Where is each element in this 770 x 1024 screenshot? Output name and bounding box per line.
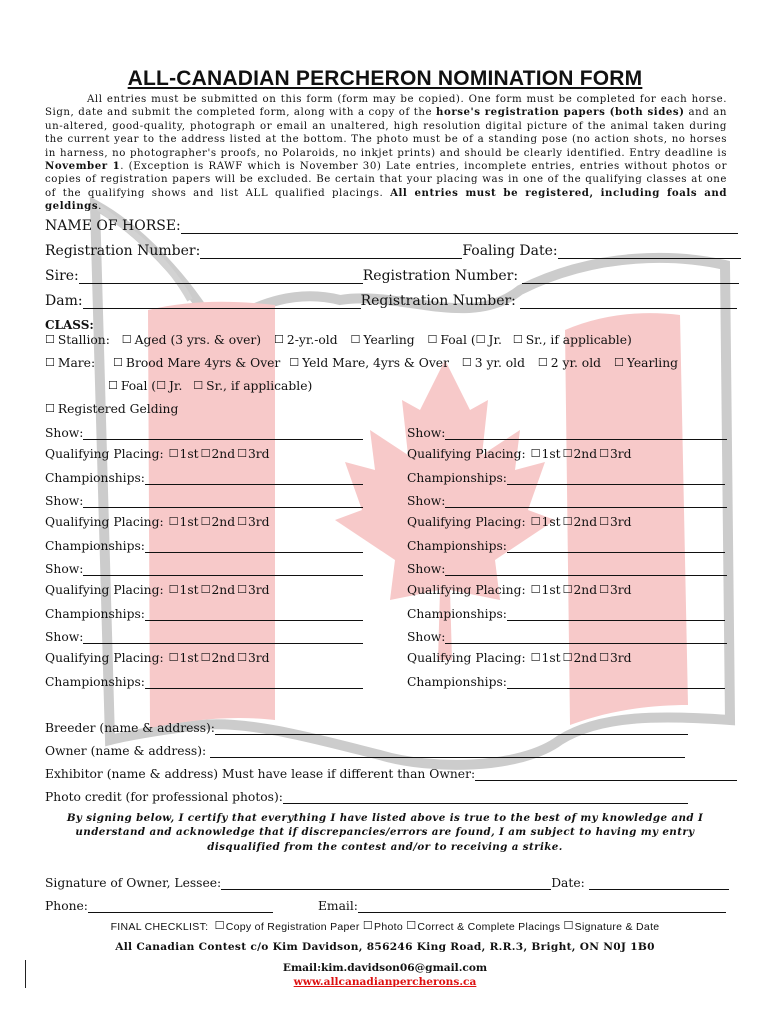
dam-label: Dam:: [45, 293, 83, 309]
certification-statement: By signing below, I certify that everything I have listed above is true to the best of my knowledge and I understand and acknowledge that if discrepancies/errors are found, I am subject to having my entry disqualified from the contest and/or to receiving a strike.: [66, 812, 704, 853]
third-place-checkbox[interactable]: ☐: [599, 583, 609, 596]
championships-row-left-3: [45, 606, 363, 621]
second-place-checkbox[interactable]: ☐: [200, 651, 211, 664]
gelding-checkbox[interactable]: ☐: [45, 402, 55, 415]
page-edge-mark: [25, 960, 26, 988]
registration-row: [45, 243, 741, 259]
dam-row: [45, 293, 737, 309]
second-place-checkbox[interactable]: ☐: [562, 651, 573, 664]
second-place-checkbox[interactable]: ☐: [200, 583, 211, 596]
mare-two-yr-old-checkbox[interactable]: ☐: [537, 356, 548, 369]
third-place-checkbox[interactable]: ☐: [237, 651, 247, 664]
contest-address: All Canadian Contest c/o Kim Davidson, 856246 King Road, R.R.3, Bright, ON N0J 1B0: [115, 941, 655, 953]
first-place-label: 1st: [541, 583, 561, 597]
qualifying-row-right-1: [407, 447, 632, 461]
second-place-checkbox[interactable]: ☐: [200, 515, 211, 528]
registration-number-field[interactable]: [200, 244, 462, 259]
championships-label: Championships:: [407, 607, 507, 621]
championships-label: Championships:: [45, 471, 145, 485]
second-place-label: 2nd: [573, 447, 598, 461]
show-label: Show:: [45, 494, 84, 508]
foaling-date-field[interactable]: [558, 244, 741, 259]
second-place-label: 2nd: [211, 447, 236, 461]
qualifying-row-left-4: [45, 651, 270, 665]
phone-label: Phone:: [45, 899, 88, 913]
championships-field[interactable]: [145, 538, 363, 553]
dam-registration-label: Registration Number:: [360, 293, 516, 309]
exhibitor-row: [45, 766, 737, 781]
third-place-checkbox[interactable]: ☐: [237, 447, 247, 460]
show-field[interactable]: [445, 493, 727, 508]
championships-label: Championships:: [45, 539, 145, 553]
show-label: Show:: [407, 494, 446, 508]
first-place-checkbox[interactable]: ☐: [168, 583, 179, 596]
show-field[interactable]: [445, 629, 727, 644]
qualifying-row-right-4: [407, 651, 632, 665]
qualifying-row-right-2: [407, 515, 632, 529]
third-place-checkbox[interactable]: ☐: [599, 515, 609, 528]
championships-label: Championships:: [45, 675, 145, 689]
third-place-checkbox[interactable]: ☐: [237, 515, 247, 528]
name-of-horse-field[interactable]: [181, 219, 738, 234]
second-place-label: 2nd: [211, 583, 236, 597]
signature-row: [45, 875, 729, 890]
checklist-signature-checkbox[interactable]: ☐: [563, 919, 574, 932]
checklist-photo-checkbox[interactable]: ☐: [362, 919, 374, 932]
first-place-label: 1st: [541, 651, 561, 665]
sire-field[interactable]: [79, 269, 363, 284]
mare-foal-jr-label: Jr.: [168, 379, 183, 393]
signature-label: Signature of Owner, Lessee:: [45, 876, 222, 890]
show-label: Show:: [407, 426, 446, 440]
gelding-row: [45, 402, 178, 416]
sire-registration-label: Registration Number:: [362, 268, 519, 284]
brood-mare-checkbox[interactable]: ☐: [113, 356, 123, 369]
mare-foal-jr-checkbox[interactable]: ☐: [156, 379, 166, 392]
mare-label: Mare:: [57, 356, 96, 370]
second-place-label: 2nd: [573, 583, 598, 597]
show-label: Show:: [45, 426, 84, 440]
breeder-label: Breeder (name & address):: [45, 721, 215, 735]
show-row-left-4: [45, 629, 363, 644]
breeder-row: [45, 720, 688, 735]
yeld-mare-label: Yeld Mare, 4yrs & Over: [302, 356, 449, 370]
championships-field[interactable]: [145, 606, 363, 621]
championships-label: Championships:: [407, 471, 507, 485]
show-row-right-1: [407, 425, 727, 440]
registration-number-label: Registration Number:: [45, 243, 201, 259]
championships-field[interactable]: [507, 538, 725, 553]
first-place-label: 1st: [179, 583, 199, 597]
third-place-label: 3rd: [247, 651, 270, 665]
photo-credit-label: Photo credit (for professional photos):: [45, 790, 283, 804]
photo-credit-row: [45, 789, 688, 804]
first-place-checkbox[interactable]: ☐: [168, 515, 179, 528]
mare-two-yr-old-label: 2 yr. old: [550, 356, 602, 370]
foal-sr-label: Sr., if applicable): [525, 333, 632, 347]
foal-jr-label: Jr.: [488, 333, 502, 347]
third-place-label: 3rd: [609, 583, 632, 597]
second-place-checkbox[interactable]: ☐: [200, 447, 211, 460]
class-heading: CLASS:: [45, 318, 94, 332]
foal-checkbox[interactable]: ☐: [427, 333, 438, 346]
second-place-checkbox[interactable]: ☐: [562, 583, 573, 596]
championships-field[interactable]: [507, 674, 725, 689]
show-row-right-3: [407, 561, 727, 576]
yeld-mare-checkbox[interactable]: ☐: [289, 356, 300, 369]
first-place-checkbox[interactable]: ☐: [168, 447, 179, 460]
second-place-label: 2nd: [573, 651, 598, 665]
championships-field[interactable]: [145, 470, 363, 485]
mare-foal-checkbox[interactable]: ☐: [108, 379, 118, 392]
show-row-left-3: [45, 561, 363, 576]
final-checklist: [0, 920, 770, 933]
sire-registration-field[interactable]: [522, 269, 739, 284]
show-label: Show:: [45, 630, 84, 644]
aged-checkbox[interactable]: ☐: [121, 333, 132, 346]
mare-yearling-label: Yearling: [626, 356, 679, 370]
dam-registration-field[interactable]: [520, 294, 737, 309]
name-of-horse-label: NAME OF HORSE:: [45, 218, 181, 234]
breeder-field[interactable]: [215, 720, 688, 735]
qualifying-placing-label: Qualifying Placing:: [407, 447, 526, 461]
second-place-checkbox[interactable]: ☐: [562, 515, 573, 528]
signature-field[interactable]: [221, 875, 551, 890]
show-label: Show:: [45, 562, 84, 576]
first-place-label: 1st: [541, 447, 561, 461]
phone-field[interactable]: [88, 898, 273, 913]
show-row-right-2: [407, 493, 727, 508]
show-label: Show:: [407, 630, 446, 644]
name-of-horse-row: [45, 218, 738, 234]
first-place-label: 1st: [179, 651, 199, 665]
championships-field[interactable]: [507, 606, 725, 621]
championships-row-left-2: [45, 538, 363, 553]
championships-label: Championships:: [407, 675, 507, 689]
checklist-placings-checkbox[interactable]: ☐: [406, 919, 417, 932]
yearling-label: Yearling: [363, 333, 415, 347]
qualifying-placing-label: Qualifying Placing:: [407, 515, 526, 529]
third-place-label: 3rd: [609, 515, 632, 529]
checklist-registration-checkbox[interactable]: ☐: [214, 919, 225, 932]
brood-mare-label: Brood Mare 4yrs & Over: [125, 356, 281, 370]
owner-field[interactable]: [210, 743, 685, 758]
date-label: Date:: [551, 876, 585, 890]
contest-email: Email:kim.davidson06@gmail.com: [282, 962, 488, 974]
third-place-label: 3rd: [609, 447, 632, 461]
sire-row: [45, 268, 739, 284]
form-title: ALL-CANADIAN PERCHERON NOMINATION FORM: [127, 67, 643, 90]
championships-row-left-4: [45, 674, 363, 689]
mare-yearling-checkbox[interactable]: ☐: [613, 356, 624, 369]
qualifying-placing-label: Qualifying Placing:: [45, 583, 164, 597]
three-yr-old-checkbox[interactable]: ☐: [461, 356, 472, 369]
yearling-checkbox[interactable]: ☐: [350, 333, 361, 346]
championships-field[interactable]: [145, 674, 363, 689]
championships-label: Championships:: [45, 607, 145, 621]
email-field[interactable]: [358, 898, 726, 913]
second-place-label: 2nd: [211, 651, 236, 665]
first-place-checkbox[interactable]: ☐: [530, 447, 541, 460]
email-label: Email:: [317, 899, 358, 913]
exhibitor-label: Exhibitor (name & address) Must have lease if different than Owner:: [45, 767, 476, 781]
championships-field[interactable]: [507, 470, 725, 485]
championships-label: Championships:: [407, 539, 507, 553]
first-place-label: 1st: [179, 447, 199, 461]
qualifying-row-right-3: [407, 583, 632, 597]
third-place-label: 3rd: [609, 651, 632, 665]
show-field[interactable]: [83, 561, 363, 576]
championships-row-right-1: [407, 470, 725, 485]
third-place-label: 3rd: [247, 515, 270, 529]
show-field[interactable]: [83, 629, 363, 644]
foal-sr-checkbox[interactable]: ☐: [512, 333, 523, 346]
mare-foal-row: [108, 379, 312, 393]
two-yr-old-checkbox[interactable]: ☐: [274, 333, 284, 346]
foal-label: Foal (: [440, 333, 476, 347]
qualifying-placing-label: Qualifying Placing:: [45, 651, 164, 665]
third-place-label: 3rd: [247, 583, 270, 597]
two-yr-old-label: 2-yr.-old: [286, 333, 338, 347]
first-place-label: 1st: [179, 515, 199, 529]
first-place-checkbox[interactable]: ☐: [168, 651, 179, 664]
qualifying-row-left-3: [45, 583, 270, 597]
second-place-checkbox[interactable]: ☐: [562, 447, 573, 460]
stallion-checkbox[interactable]: ☐: [45, 333, 55, 346]
show-field[interactable]: [445, 561, 727, 576]
championships-row-left-1: [45, 470, 363, 485]
first-place-checkbox[interactable]: ☐: [530, 583, 541, 596]
qualifying-placing-label: Qualifying Placing:: [407, 651, 526, 665]
sire-label: Sire:: [45, 268, 79, 284]
checklist-placings-label: Correct & Complete Placings: [417, 921, 561, 933]
date-field[interactable]: [589, 875, 729, 890]
third-place-label: 3rd: [247, 447, 270, 461]
foaling-date-label: Foaling Date:: [462, 243, 558, 259]
second-place-label: 2nd: [211, 515, 236, 529]
instructions-paragraph: All entries must be submitted on this form (form may be copied). One form must be completed for each horse. Sign, date and submit the completed form, along with a copy of the horse's registration papers (both sides) and an un-altered, good-quality, photograph or email an unaltered, high resolution digital picture of the animal taken during the current year to the address listed at the bottom. The photo must be of a standing pose (no action shots, no horses in harness, no photographer's proofs, no Polaroids, no inkjet prints) and should be clearly identified. Entry deadline is November 1. (Exception is RAWF which is November 30) Late entries, incomplete entries, entries without photos or copies of registration papers will be excluded. Be certain that your placing was in one of the qualifying classes at one of the qualifying shows and list ALL qualified placings. All entries must be registered, including foals and geldings.: [45, 94, 727, 213]
third-place-checkbox[interactable]: ☐: [599, 651, 609, 664]
second-place-label: 2nd: [573, 515, 598, 529]
show-field[interactable]: [445, 425, 727, 440]
checklist-photo-label: Photo: [374, 921, 403, 933]
gelding-label: Registered Gelding: [57, 402, 179, 416]
mare-row: [45, 356, 678, 370]
championships-row-right-2: [407, 538, 725, 553]
show-row-left-2: [45, 493, 363, 508]
first-place-checkbox[interactable]: ☐: [530, 651, 541, 664]
aged-label: Aged (3 yrs. & over): [134, 333, 262, 347]
mare-foal-sr-checkbox[interactable]: ☐: [193, 379, 204, 392]
dam-field[interactable]: [83, 294, 361, 309]
qualifying-placing-label: Qualifying Placing:: [407, 583, 526, 597]
owner-label: Owner (name & address):: [45, 744, 207, 758]
qualifying-row-left-1: [45, 447, 270, 461]
mare-checkbox[interactable]: ☐: [45, 356, 55, 369]
qualifying-placing-label: Qualifying Placing:: [45, 447, 164, 461]
qualifying-placing-label: Qualifying Placing:: [45, 515, 164, 529]
first-place-checkbox[interactable]: ☐: [530, 515, 541, 528]
championships-row-right-4: [407, 674, 725, 689]
photo-credit-field[interactable]: [283, 789, 688, 804]
show-field[interactable]: [83, 493, 363, 508]
mare-foal-sr-label: Sr., if applicable): [206, 379, 313, 393]
website-link[interactable]: www.allcanadianpercherons.ca: [293, 976, 477, 988]
first-place-label: 1st: [541, 515, 561, 529]
show-label: Show:: [407, 562, 446, 576]
championships-row-right-3: [407, 606, 725, 621]
qualifying-row-left-2: [45, 515, 270, 529]
phone-email-row: [45, 898, 726, 913]
foal-jr-checkbox[interactable]: ☐: [475, 333, 486, 346]
checklist-registration-label: Copy of Registration Paper: [225, 921, 360, 933]
checklist-signature-label: Signature & Date: [574, 921, 660, 933]
show-row-right-4: [407, 629, 727, 644]
stallion-label: Stallion:: [57, 333, 110, 347]
third-place-checkbox[interactable]: ☐: [599, 447, 609, 460]
stallion-row: [45, 333, 632, 347]
show-row-left-1: [45, 425, 363, 440]
checklist-label: FINAL CHECKLIST:: [110, 921, 209, 933]
third-place-checkbox[interactable]: ☐: [237, 583, 247, 596]
show-field[interactable]: [83, 425, 363, 440]
mare-foal-label: Foal (: [120, 379, 157, 393]
exhibitor-field[interactable]: [475, 766, 737, 781]
three-yr-old-label: 3 yr. old: [474, 356, 525, 370]
owner-row: [45, 743, 685, 758]
